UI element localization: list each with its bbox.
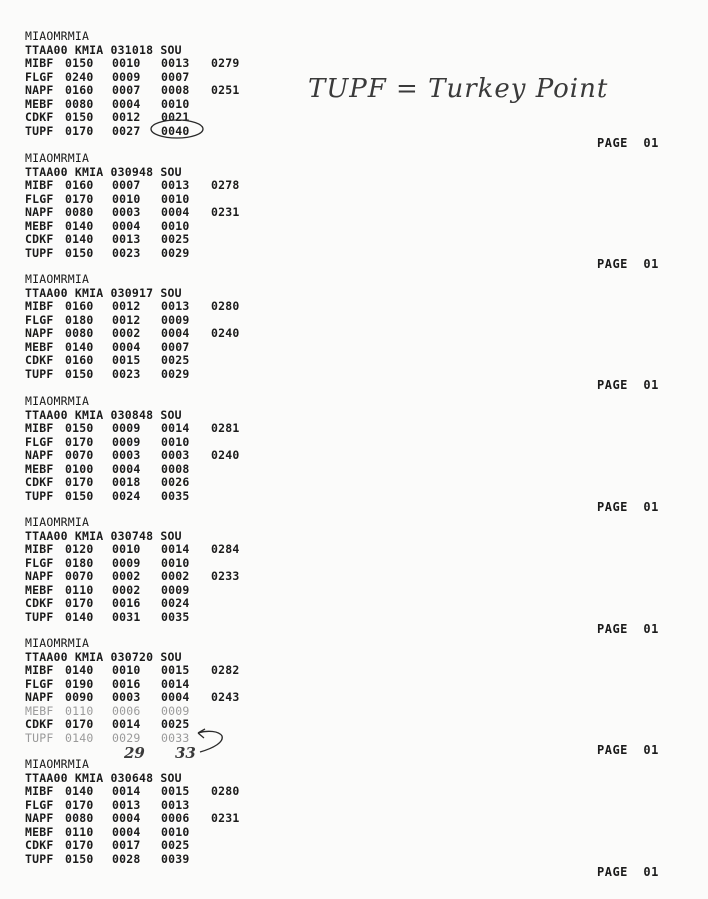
value-cell: 0010 <box>161 434 190 449</box>
report-block <box>25 273 355 381</box>
value-cell: 0170 <box>65 434 94 449</box>
value-cell: 0140 <box>65 609 94 624</box>
station-code: TUPF <box>25 851 54 866</box>
station-code: FLGF <box>25 555 54 570</box>
handwritten-value: 33 <box>175 744 196 762</box>
data-row <box>25 206 355 220</box>
block-header: MIAOMRMIA <box>25 151 90 165</box>
station-code: NAPF <box>25 690 54 704</box>
value-cell: 0140 <box>65 784 94 798</box>
value-cell: 0035 <box>161 609 190 624</box>
station-code: MIBF <box>25 178 54 192</box>
block-title: TTAA00 KMIA 030848 SOU <box>25 407 182 422</box>
station-code: NAPF <box>25 811 54 825</box>
page-label: PAGE 01 <box>597 257 659 271</box>
value-cell: 0009 <box>161 703 190 718</box>
value-cell: 0140 <box>65 339 94 354</box>
data-row <box>25 705 355 719</box>
value-cell: 0170 <box>65 838 94 852</box>
station-code: FLGF <box>25 676 54 691</box>
value-cell: 0231 <box>211 811 240 825</box>
value-cell: 0180 <box>65 312 94 327</box>
value-cell: 0002 <box>112 569 141 583</box>
value-cell: 0284 <box>211 542 240 556</box>
block-header: MIAOMRMIA <box>25 29 90 43</box>
value-cell: 0024 <box>161 596 190 610</box>
value-cell: 0170 <box>65 475 94 489</box>
value-cell: 0160 <box>65 299 94 313</box>
handwritten-value: 29 <box>124 744 145 762</box>
block-title: TTAA00 KMIA 030648 SOU <box>25 770 182 785</box>
data-row <box>25 557 355 571</box>
value-cell: 0180 <box>65 555 94 570</box>
block-header: MIAOMRMIA <box>25 394 90 408</box>
value-cell: 0006 <box>112 703 141 718</box>
data-row <box>25 111 355 125</box>
value-cell: 0013 <box>112 797 141 812</box>
page-label: PAGE 01 <box>597 500 659 514</box>
value-cell: 0015 <box>161 663 190 677</box>
value-cell: 0002 <box>112 326 141 340</box>
value-cell: 0004 <box>161 326 190 340</box>
value-cell: 0026 <box>161 475 190 489</box>
value-cell: 0010 <box>112 542 141 556</box>
value-cell: 0170 <box>65 191 94 206</box>
station-code: TUPF <box>25 730 54 745</box>
value-cell: 0004 <box>161 690 190 704</box>
value-cell: 0031 <box>112 609 141 624</box>
station-code: FLGF <box>25 312 54 327</box>
block-header: MIAOMRMIA <box>25 515 90 529</box>
report-block <box>25 758 355 866</box>
value-cell: 0016 <box>112 596 141 610</box>
station-code: MEBF <box>25 824 54 839</box>
value-cell: 0029 <box>161 245 190 260</box>
value-cell: 0009 <box>112 434 141 449</box>
station-code: TUPF <box>25 488 54 503</box>
value-cell: 0007 <box>112 83 141 97</box>
report-block <box>25 637 355 745</box>
report-block <box>25 516 355 624</box>
value-cell: 0014 <box>112 784 141 798</box>
data-row <box>25 341 355 355</box>
value-cell: 0004 <box>112 96 141 111</box>
station-code: NAPF <box>25 569 54 583</box>
data-row <box>25 718 355 732</box>
value-cell: 0090 <box>65 690 94 704</box>
value-cell: 0003 <box>112 205 141 219</box>
value-cell: 0025 <box>161 838 190 852</box>
value-cell: 0021 <box>161 110 190 124</box>
station-code: MIBF <box>25 299 54 313</box>
value-cell: 0150 <box>65 110 94 124</box>
value-cell: 0012 <box>112 312 141 327</box>
value-cell: 0007 <box>161 69 190 84</box>
block-title: TTAA00 KMIA 030917 SOU <box>25 285 182 300</box>
value-cell: 0170 <box>65 717 94 731</box>
value-cell: 0240 <box>65 69 94 84</box>
station-code: MEBF <box>25 703 54 718</box>
data-row <box>25 247 355 261</box>
data-row <box>25 826 355 840</box>
value-cell: 0278 <box>211 178 240 192</box>
station-code: TUPF <box>25 245 54 260</box>
station-code: CDKF <box>25 232 54 246</box>
data-row <box>25 490 355 504</box>
handwritten-annotation: TUPF = Turkey Point <box>308 74 609 104</box>
station-code: NAPF <box>25 326 54 340</box>
value-cell: 0002 <box>112 582 141 597</box>
value-cell: 0029 <box>112 730 141 745</box>
value-cell: 0025 <box>161 353 190 367</box>
value-cell: 0160 <box>65 353 94 367</box>
value-cell: 0282 <box>211 663 240 677</box>
page-label: PAGE 01 <box>597 622 659 636</box>
value-cell: 0140 <box>65 663 94 677</box>
value-cell: 0014 <box>161 542 190 556</box>
data-row <box>25 368 355 382</box>
data-row <box>25 327 355 341</box>
value-cell: 0023 <box>112 366 141 381</box>
value-cell: 0015 <box>112 353 141 367</box>
data-row <box>25 732 355 746</box>
value-cell: 0033 <box>161 730 190 745</box>
value-cell: 0170 <box>65 797 94 812</box>
value-cell: 0012 <box>112 110 141 124</box>
value-cell: 0013 <box>161 797 190 812</box>
station-code: MIBF <box>25 542 54 556</box>
value-cell: 0080 <box>65 205 94 219</box>
data-row <box>25 436 355 450</box>
data-row <box>25 71 355 85</box>
station-code: MIBF <box>25 663 54 677</box>
data-row <box>25 597 355 611</box>
station-code: MEBF <box>25 218 54 233</box>
value-cell: 0039 <box>161 851 190 866</box>
data-row <box>25 570 355 584</box>
value-cell: 0280 <box>211 299 240 313</box>
value-cell: 0080 <box>65 96 94 111</box>
data-row <box>25 98 355 112</box>
value-cell: 0004 <box>161 205 190 219</box>
value-cell: 0070 <box>65 569 94 583</box>
value-cell: 0190 <box>65 676 94 691</box>
station-code: FLGF <box>25 191 54 206</box>
value-cell: 0013 <box>112 232 141 246</box>
value-cell: 0233 <box>211 569 240 583</box>
value-cell: 0009 <box>161 582 190 597</box>
block-title: TTAA00 KMIA 030748 SOU <box>25 528 182 543</box>
station-code: MEBF <box>25 582 54 597</box>
block-header: MIAOMRMIA <box>25 272 90 286</box>
value-cell: 0008 <box>161 83 190 97</box>
data-row <box>25 785 355 799</box>
value-cell: 0240 <box>211 448 240 462</box>
value-cell: 0150 <box>65 245 94 260</box>
value-cell: 0004 <box>112 218 141 233</box>
value-cell: 0013 <box>161 178 190 192</box>
data-row <box>25 543 355 557</box>
station-code: MEBF <box>25 96 54 111</box>
data-row <box>25 799 355 813</box>
value-cell: 0040 <box>161 123 190 138</box>
value-cell: 0028 <box>112 851 141 866</box>
value-cell: 0150 <box>65 488 94 503</box>
value-cell: 0280 <box>211 784 240 798</box>
report-block <box>25 152 355 260</box>
value-cell: 0140 <box>65 218 94 233</box>
value-cell: 0140 <box>65 730 94 745</box>
block-title: TTAA00 KMIA 031018 SOU <box>25 42 182 57</box>
value-cell: 0014 <box>112 717 141 731</box>
block-header: MIAOMRMIA <box>25 757 90 771</box>
value-cell: 0120 <box>65 542 94 556</box>
station-code: NAPF <box>25 205 54 219</box>
value-cell: 0009 <box>112 555 141 570</box>
value-cell: 0009 <box>112 69 141 84</box>
page-label: PAGE 01 <box>597 378 659 392</box>
data-row <box>25 125 355 139</box>
data-row <box>25 314 355 328</box>
value-cell: 0080 <box>65 811 94 825</box>
station-code: MIBF <box>25 421 54 435</box>
station-code: CDKF <box>25 353 54 367</box>
value-cell: 0243 <box>211 690 240 704</box>
station-code: CDKF <box>25 110 54 124</box>
value-cell: 0016 <box>112 676 141 691</box>
value-cell: 0014 <box>161 676 190 691</box>
value-cell: 0010 <box>112 663 141 677</box>
station-code: CDKF <box>25 475 54 489</box>
data-row <box>25 220 355 234</box>
value-cell: 0009 <box>161 312 190 327</box>
station-code: MEBF <box>25 461 54 476</box>
value-cell: 0008 <box>161 461 190 476</box>
value-cell: 0024 <box>112 488 141 503</box>
data-row <box>25 84 355 98</box>
data-row <box>25 853 355 867</box>
station-code: FLGF <box>25 434 54 449</box>
value-cell: 0251 <box>211 83 240 97</box>
data-row <box>25 193 355 207</box>
data-row <box>25 839 355 853</box>
block-title: TTAA00 KMIA 030720 SOU <box>25 649 182 664</box>
value-cell: 0010 <box>161 96 190 111</box>
value-cell: 0150 <box>65 366 94 381</box>
station-code: FLGF <box>25 69 54 84</box>
value-cell: 0100 <box>65 461 94 476</box>
value-cell: 0003 <box>161 448 190 462</box>
value-cell: 0003 <box>112 690 141 704</box>
value-cell: 0018 <box>112 475 141 489</box>
value-cell: 0110 <box>65 703 94 718</box>
value-cell: 0240 <box>211 326 240 340</box>
value-cell: 0010 <box>112 56 141 70</box>
data-row <box>25 812 355 826</box>
station-code: NAPF <box>25 448 54 462</box>
data-row <box>25 476 355 490</box>
block-header: MIAOMRMIA <box>25 636 90 650</box>
value-cell: 0015 <box>161 784 190 798</box>
data-row <box>25 611 355 625</box>
value-cell: 0012 <box>112 299 141 313</box>
value-cell: 0007 <box>112 178 141 192</box>
value-cell: 0231 <box>211 205 240 219</box>
value-cell: 0150 <box>65 851 94 866</box>
station-code: MEBF <box>25 339 54 354</box>
station-code: MIBF <box>25 56 54 70</box>
station-code: TUPF <box>25 609 54 624</box>
data-row <box>25 691 355 705</box>
value-cell: 0110 <box>65 824 94 839</box>
station-code: TUPF <box>25 366 54 381</box>
station-code: CDKF <box>25 838 54 852</box>
data-row <box>25 233 355 247</box>
value-cell: 0004 <box>112 339 141 354</box>
data-row <box>25 449 355 463</box>
data-row <box>25 463 355 477</box>
value-cell: 0007 <box>161 339 190 354</box>
value-cell: 0004 <box>112 824 141 839</box>
value-cell: 0013 <box>161 56 190 70</box>
value-cell: 0160 <box>65 178 94 192</box>
value-cell: 0035 <box>161 488 190 503</box>
value-cell: 0080 <box>65 326 94 340</box>
value-cell: 0150 <box>65 56 94 70</box>
value-cell: 0279 <box>211 56 240 70</box>
data-row <box>25 584 355 598</box>
value-cell: 0281 <box>211 421 240 435</box>
value-cell: 0002 <box>161 569 190 583</box>
data-row <box>25 678 355 692</box>
station-code: FLGF <box>25 797 54 812</box>
value-cell: 0010 <box>161 191 190 206</box>
data-row <box>25 300 355 314</box>
report-block <box>25 395 355 503</box>
value-cell: 0070 <box>65 448 94 462</box>
value-cell: 0023 <box>112 245 141 260</box>
value-cell: 0110 <box>65 582 94 597</box>
value-cell: 0014 <box>161 421 190 435</box>
station-code: NAPF <box>25 83 54 97</box>
station-code: TUPF <box>25 123 54 138</box>
value-cell: 0010 <box>161 555 190 570</box>
data-row <box>25 422 355 436</box>
data-row <box>25 664 355 678</box>
value-cell: 0004 <box>112 811 141 825</box>
data-row <box>25 179 355 193</box>
block-title: TTAA00 KMIA 030948 SOU <box>25 164 182 179</box>
value-cell: 0027 <box>112 123 141 138</box>
page-label: PAGE 01 <box>597 865 659 879</box>
value-cell: 0025 <box>161 717 190 731</box>
value-cell: 0003 <box>112 448 141 462</box>
value-cell: 0010 <box>161 218 190 233</box>
data-row <box>25 354 355 368</box>
value-cell: 0004 <box>112 461 141 476</box>
value-cell: 0170 <box>65 596 94 610</box>
value-cell: 0160 <box>65 83 94 97</box>
value-cell: 0017 <box>112 838 141 852</box>
value-cell: 0150 <box>65 421 94 435</box>
report-block <box>25 30 355 138</box>
data-row <box>25 57 355 71</box>
value-cell: 0006 <box>161 811 190 825</box>
value-cell: 0010 <box>112 191 141 206</box>
value-cell: 0140 <box>65 232 94 246</box>
value-cell: 0025 <box>161 232 190 246</box>
value-cell: 0013 <box>161 299 190 313</box>
value-cell: 0010 <box>161 824 190 839</box>
page-label: PAGE 01 <box>597 743 659 757</box>
value-cell: 0009 <box>112 421 141 435</box>
station-code: MIBF <box>25 784 54 798</box>
station-code: CDKF <box>25 596 54 610</box>
value-cell: 0029 <box>161 366 190 381</box>
station-code: CDKF <box>25 717 54 731</box>
page-label: PAGE 01 <box>597 136 659 150</box>
value-cell: 0170 <box>65 123 94 138</box>
